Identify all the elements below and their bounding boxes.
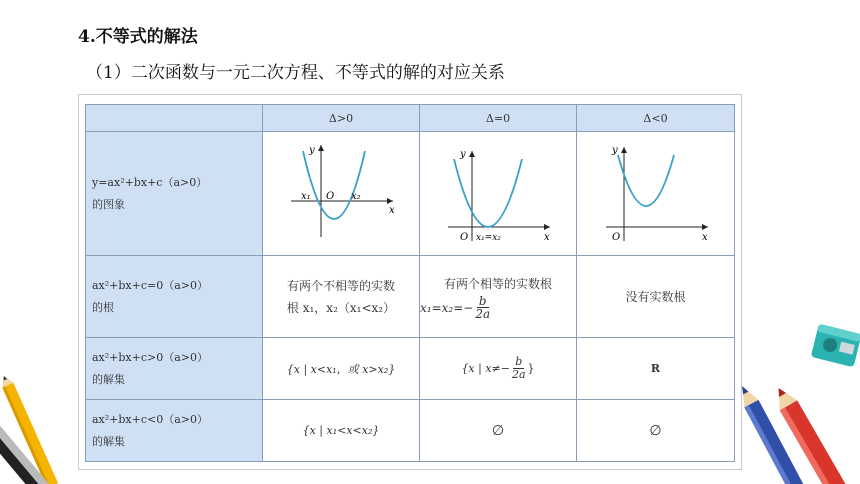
table-row-graph	[86, 132, 735, 256]
roots-zero-line1: 有两个相等的实数根	[443, 277, 552, 291]
roots-zero-eq: x₁=x₂=−	[420, 300, 474, 315]
graph-origin-label: O	[611, 232, 620, 243]
graph-cell-positive	[263, 132, 420, 256]
graph-x-label: x	[389, 205, 395, 216]
row-label-line1: ax²+bx+c>0（a>0）	[92, 350, 208, 364]
roots-zero-equation	[420, 295, 576, 320]
fraction-numerator: b	[478, 294, 487, 308]
parabola-two-roots-graph	[281, 137, 401, 247]
colored-pencils-decoration	[742, 378, 860, 484]
graph-origin-label: O	[460, 232, 469, 243]
graph-x12-label: x₁=x₂	[476, 233, 501, 243]
graph-origin-label: O	[326, 191, 335, 202]
row-label-line2: 的图象	[92, 197, 125, 211]
row-label-line2: 的解集	[92, 434, 125, 448]
greater-cell-zero	[420, 338, 577, 400]
less-cell-negative: ∅	[577, 400, 735, 462]
row-label-greater	[86, 338, 263, 400]
parabola-no-root-graph	[596, 137, 716, 247]
table-row-roots	[86, 256, 735, 338]
fraction	[475, 295, 490, 320]
roots-cell-zero	[420, 256, 577, 338]
header-delta-positive: Δ>0	[263, 105, 420, 132]
fraction-denominator: 2a	[475, 307, 491, 321]
section-heading: 4.不等式的解法	[78, 27, 198, 47]
table-frame	[78, 94, 742, 470]
greater-cell-positive: {x | x<x₁，或 x>x₂}	[263, 338, 420, 400]
pencil-left-decoration	[0, 370, 90, 484]
row-label-less	[86, 400, 263, 462]
correspondence-table	[85, 104, 735, 462]
row-label-roots	[86, 256, 263, 338]
header-delta-negative: Δ<0	[577, 105, 735, 132]
graph-x-label: x	[701, 232, 708, 243]
graph-x1-label: x₁	[301, 191, 311, 202]
graph-x-label: x	[544, 232, 550, 243]
roots-cell-positive	[263, 256, 420, 338]
roots-positive-line2: 根 x₁，x₂（x₁<x₂）	[286, 300, 396, 315]
graph-cell-negative	[577, 132, 735, 256]
graph-y-label: y	[309, 145, 315, 156]
header-empty	[86, 105, 263, 132]
row-label-line2: 的解集	[92, 372, 125, 386]
table-row-less	[86, 400, 735, 462]
fraction	[512, 356, 526, 381]
fraction-numerator: b	[515, 355, 523, 368]
greater-zero-pre: {x | x≠−	[461, 362, 510, 375]
greater-zero-expression	[461, 356, 534, 381]
row-label-line1: y=ax²+bx+c（a>0）	[92, 175, 208, 189]
roots-cell-negative: 没有实数根	[577, 256, 735, 338]
header-row	[86, 105, 735, 132]
graph-x2-label: x₂	[351, 191, 361, 202]
table-row-greater	[86, 338, 735, 400]
header-delta-zero: Δ=0	[420, 105, 577, 132]
less-cell-positive: {x | x₁<x<x₂}	[263, 400, 420, 462]
less-cell-zero: ∅	[420, 400, 577, 462]
section-subheading: （1）二次函数与一元二次方程、不等式的解的对应关系	[86, 63, 505, 83]
graph-cell-zero	[420, 132, 577, 256]
greater-cell-negative: R	[577, 338, 735, 400]
row-label-line1: ax²+bx+c=0（a>0）	[92, 278, 208, 292]
roots-positive-line1: 有两个不相等的实数	[286, 278, 395, 293]
fraction-denominator: 2a	[511, 368, 526, 381]
sharpener-icon	[808, 318, 860, 374]
greater-zero-post: }	[527, 362, 535, 375]
row-label-line1: ax²+bx+c<0（a>0）	[92, 412, 208, 426]
row-label-line2: 的根	[92, 300, 114, 314]
row-label-graph	[86, 132, 263, 256]
parabola-one-root-graph	[438, 137, 558, 247]
graph-y-label: y	[460, 149, 466, 160]
graph-y-label: y	[611, 145, 618, 156]
